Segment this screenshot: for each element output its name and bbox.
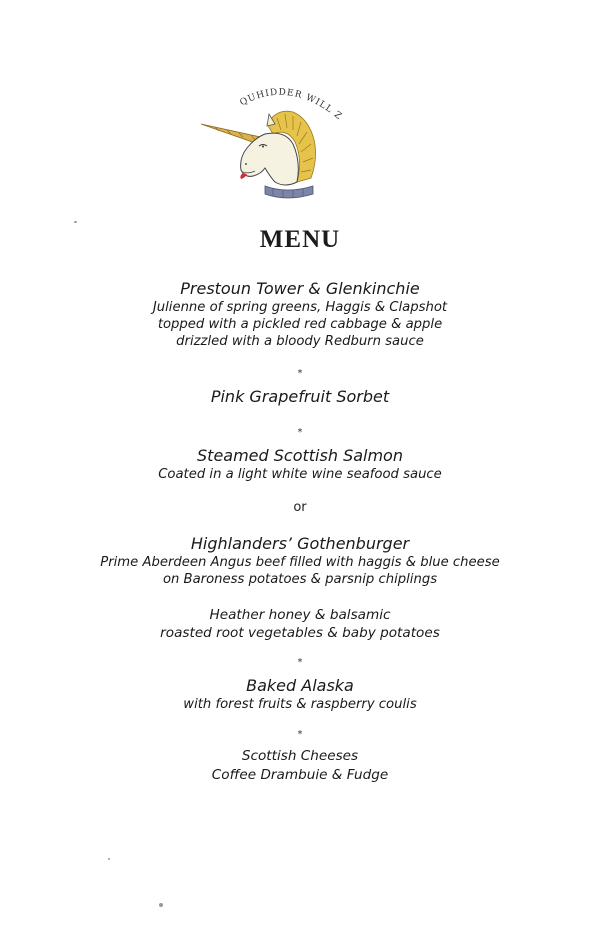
sides-line-1: Heather honey & balsamic	[209, 607, 391, 623]
or-separator: or	[293, 500, 307, 515]
dessert-desc-1: with forest fruits & raspberry coulis	[183, 697, 417, 712]
starter-desc-1: Julienne of spring greens, Haggis & Clapshot	[152, 300, 448, 315]
starter-name: Prestoun Tower & Glenkinchie	[180, 279, 420, 298]
scan-speck	[159, 903, 163, 907]
scan-speck	[108, 858, 110, 860]
sides-line-2: roasted root vegetables & baby potatoes	[160, 625, 440, 641]
unicorn-head-icon	[195, 78, 345, 203]
starter-desc-3: drizzled with a bloody Redburn sauce	[176, 334, 424, 349]
finale-line-1: Scottish Cheeses	[241, 748, 359, 764]
course-separator: *	[297, 657, 303, 668]
crest-motto: QUHIDDER WILL Z	[238, 87, 344, 123]
main2-desc-1: Prime Aberdeen Angus beef filled with haggis & blue cheese	[100, 555, 500, 570]
dessert-name: Baked Alaska	[246, 676, 354, 695]
course-separator: *	[297, 368, 303, 379]
finale-line-2: Coffee Drambuie & Fudge	[211, 767, 389, 783]
main2-desc-2: on Baroness potatoes & parsnip chiplings	[162, 572, 438, 587]
menu-title: MENU	[259, 226, 341, 253]
course-separator: *	[297, 729, 303, 740]
main1-name: Steamed Scottish Salmon	[197, 446, 403, 465]
starter-desc-2: topped with a pickled red cabbage & apple	[157, 317, 443, 332]
main1-desc-1: Coated in a light white wine seafood sauce	[158, 467, 442, 482]
scan-speck	[74, 221, 77, 223]
course-separator: *	[297, 427, 303, 438]
sorbet-name: Pink Grapefruit Sorbet	[210, 387, 390, 406]
main2-name: Highlanders’ Gothenburger	[190, 534, 410, 553]
crest	[195, 78, 345, 203]
